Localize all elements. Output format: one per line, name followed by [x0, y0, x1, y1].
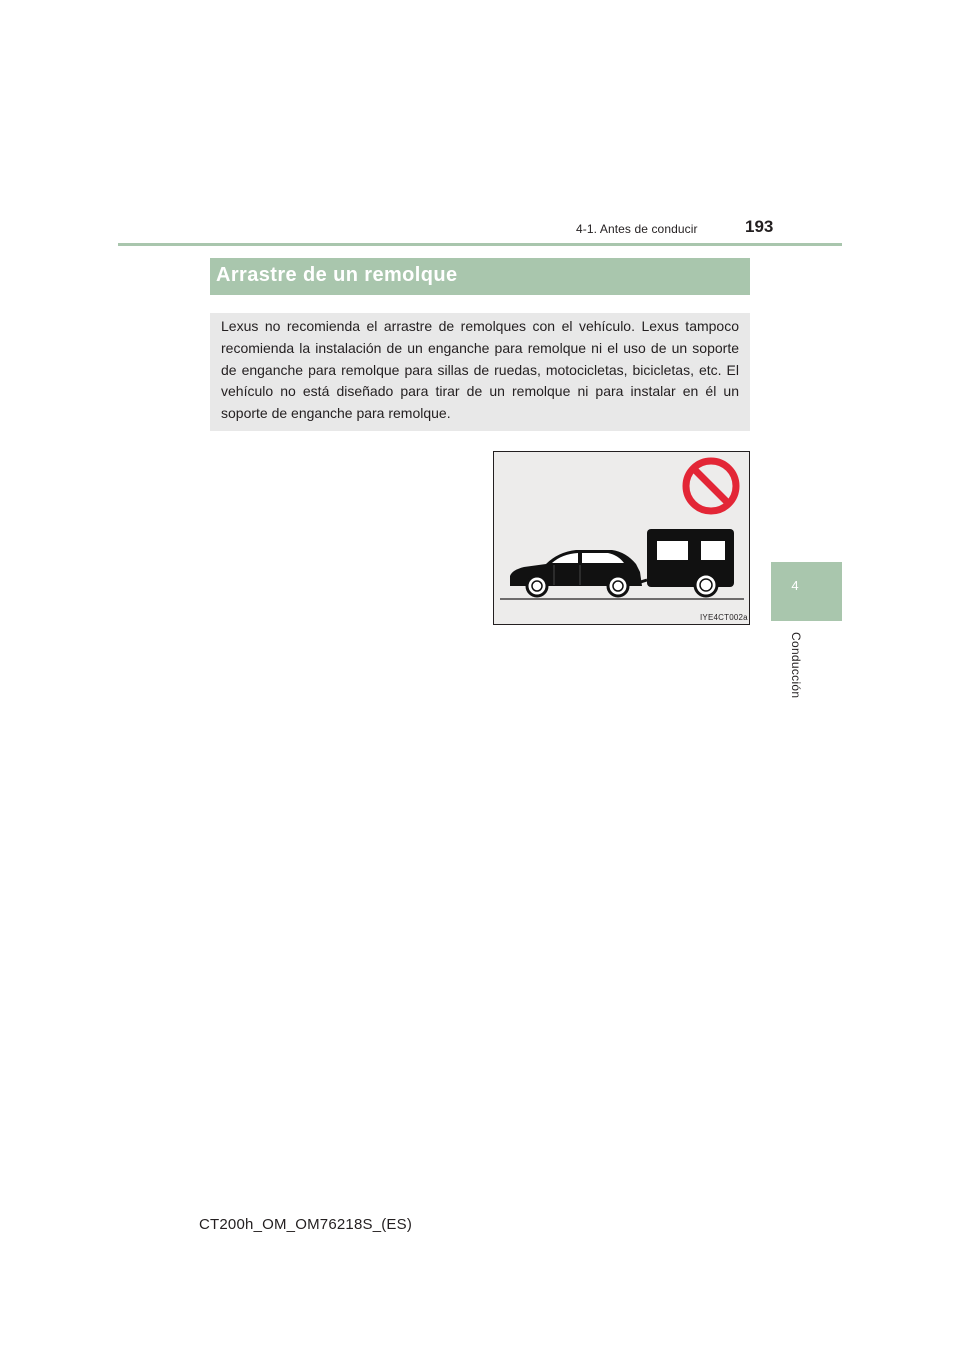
header-section-title: 4-1. Antes de conducir	[576, 222, 698, 236]
prohibition-icon	[686, 461, 736, 511]
document-id: CT200h_OM_OM76218S_(ES)	[199, 1216, 413, 1233]
page-number: 193	[745, 217, 774, 236]
chapter-tab-number: 4	[791, 578, 799, 593]
towing-prohibited-illustration	[493, 451, 750, 625]
header-divider	[118, 243, 842, 246]
trailer-icon	[634, 529, 734, 596]
illustration-code: IYE4CT002a	[700, 613, 748, 622]
section-title: Arrastre de un remolque	[216, 264, 458, 286]
notice-text: Lexus no recomienda el arrastre de remolques con el vehículo. Lexus tampoco recomienda la instalación de un enganche para remolque ni el uso de un soporte de enganche para remolque para sillas de ruedas, motocicletas, bicicletas, etc. El vehículo no está diseñado para tirar de un remolque ni para instalar en él un soporte de enganche para remolque.	[221, 318, 739, 422]
car-icon	[510, 550, 642, 596]
chapter-tab-label: Conducción	[789, 632, 803, 699]
